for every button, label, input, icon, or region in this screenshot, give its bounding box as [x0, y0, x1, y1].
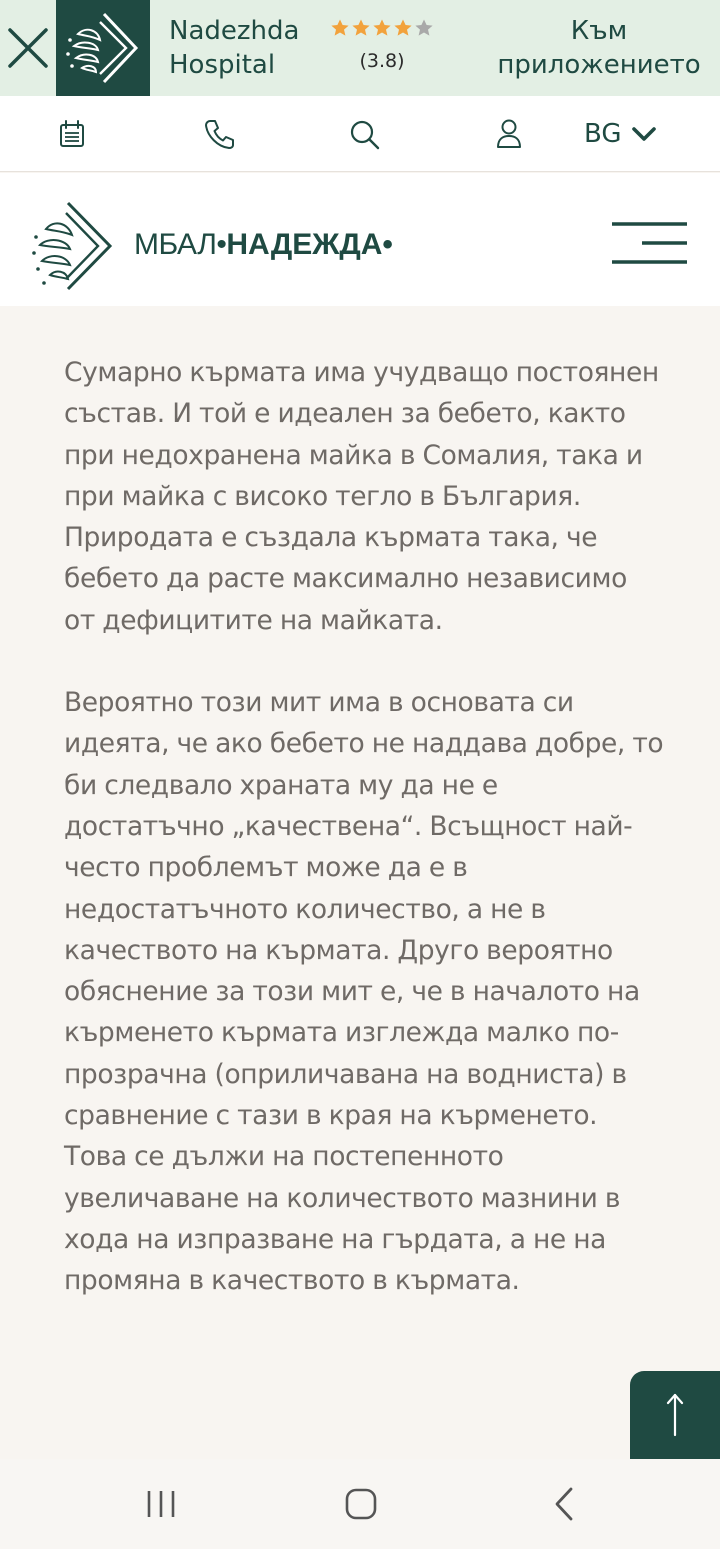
language-code: BG	[584, 119, 622, 149]
open-app-line1: Към	[570, 16, 628, 46]
calendar-icon	[52, 114, 92, 154]
utility-bar	[0, 96, 720, 172]
article-body	[64, 352, 664, 1343]
home-icon	[336, 1479, 386, 1529]
phone-button[interactable]	[200, 114, 240, 154]
site-name[interactable]	[134, 225, 393, 265]
language-switcher[interactable]	[584, 114, 658, 154]
app-name	[169, 14, 339, 82]
calendar-button[interactable]	[52, 114, 92, 154]
logo-prefix: МБАЛ•	[134, 228, 227, 261]
app-icon[interactable]	[56, 0, 150, 96]
hospital-logo-icon	[30, 199, 116, 293]
close-banner-button[interactable]	[4, 20, 52, 76]
chevron-down-icon	[630, 120, 658, 148]
hamburger-menu-icon	[608, 219, 690, 269]
hospital-logo-icon	[56, 0, 150, 96]
account-button[interactable]	[489, 114, 529, 154]
system-navigation-bar	[0, 1459, 720, 1549]
star-icon	[330, 18, 350, 38]
menu-button[interactable]	[608, 219, 690, 269]
open-app-line2: приложението	[497, 50, 701, 80]
recent-apps-icon	[136, 1479, 186, 1529]
scroll-to-top-button[interactable]	[630, 1371, 720, 1459]
site-header	[0, 173, 720, 306]
search-button[interactable]	[344, 114, 384, 154]
app-install-banner	[0, 0, 720, 96]
star-icon	[393, 18, 413, 38]
close-icon	[4, 20, 52, 76]
rating-value: (3.8)	[359, 50, 405, 72]
site-logo[interactable]	[30, 199, 116, 293]
home-button[interactable]	[336, 1479, 386, 1529]
rating-stars	[330, 18, 434, 38]
app-name-line2: Hospital	[169, 50, 276, 80]
recent-apps-button[interactable]	[136, 1479, 186, 1529]
app-name-line1: Nadezhda	[169, 16, 300, 46]
article-paragraph-1: Сумарно кърмата има учудващо постоянен състав. И той е идеален за бебето, както при недохранена майка в Сомалия, така и при майка с високо тегло в България. Природата е създала кърмата така, че бебето да расте максимално независимо от дефицитите на майката.	[64, 357, 659, 636]
user-icon	[489, 114, 529, 154]
open-app-button[interactable]	[484, 14, 714, 82]
search-icon	[344, 114, 384, 154]
arrow-up-icon	[630, 1371, 720, 1459]
star-icon	[351, 18, 371, 38]
logo-name: НАДЕЖДА•	[226, 228, 393, 261]
back-icon	[540, 1479, 590, 1529]
star-icon	[414, 18, 434, 38]
phone-icon	[200, 114, 240, 154]
article-paragraph-2: Вероятно този мит има в основата си идеята, че ако бебето не наддава добре, то би следвало храната му да не е достатъчно „качествена“. Всъщност най-често проблемът може да е в недостатъчното количество, а не в качеството на кърмата. Друго вероятно обяснение за този мит е, че в началото на кърменето кърмата изглежда малко по-прозрачна (оприличавана на водниста) в сравнение с тази в края на кърменето. Това се дължи на постепенното увеличаване на количеството мазнини в хода на изпразване на гърдата, а не на промяна в качеството в кърмата.	[64, 687, 664, 1297]
back-button[interactable]	[540, 1479, 590, 1529]
star-icon	[372, 18, 392, 38]
